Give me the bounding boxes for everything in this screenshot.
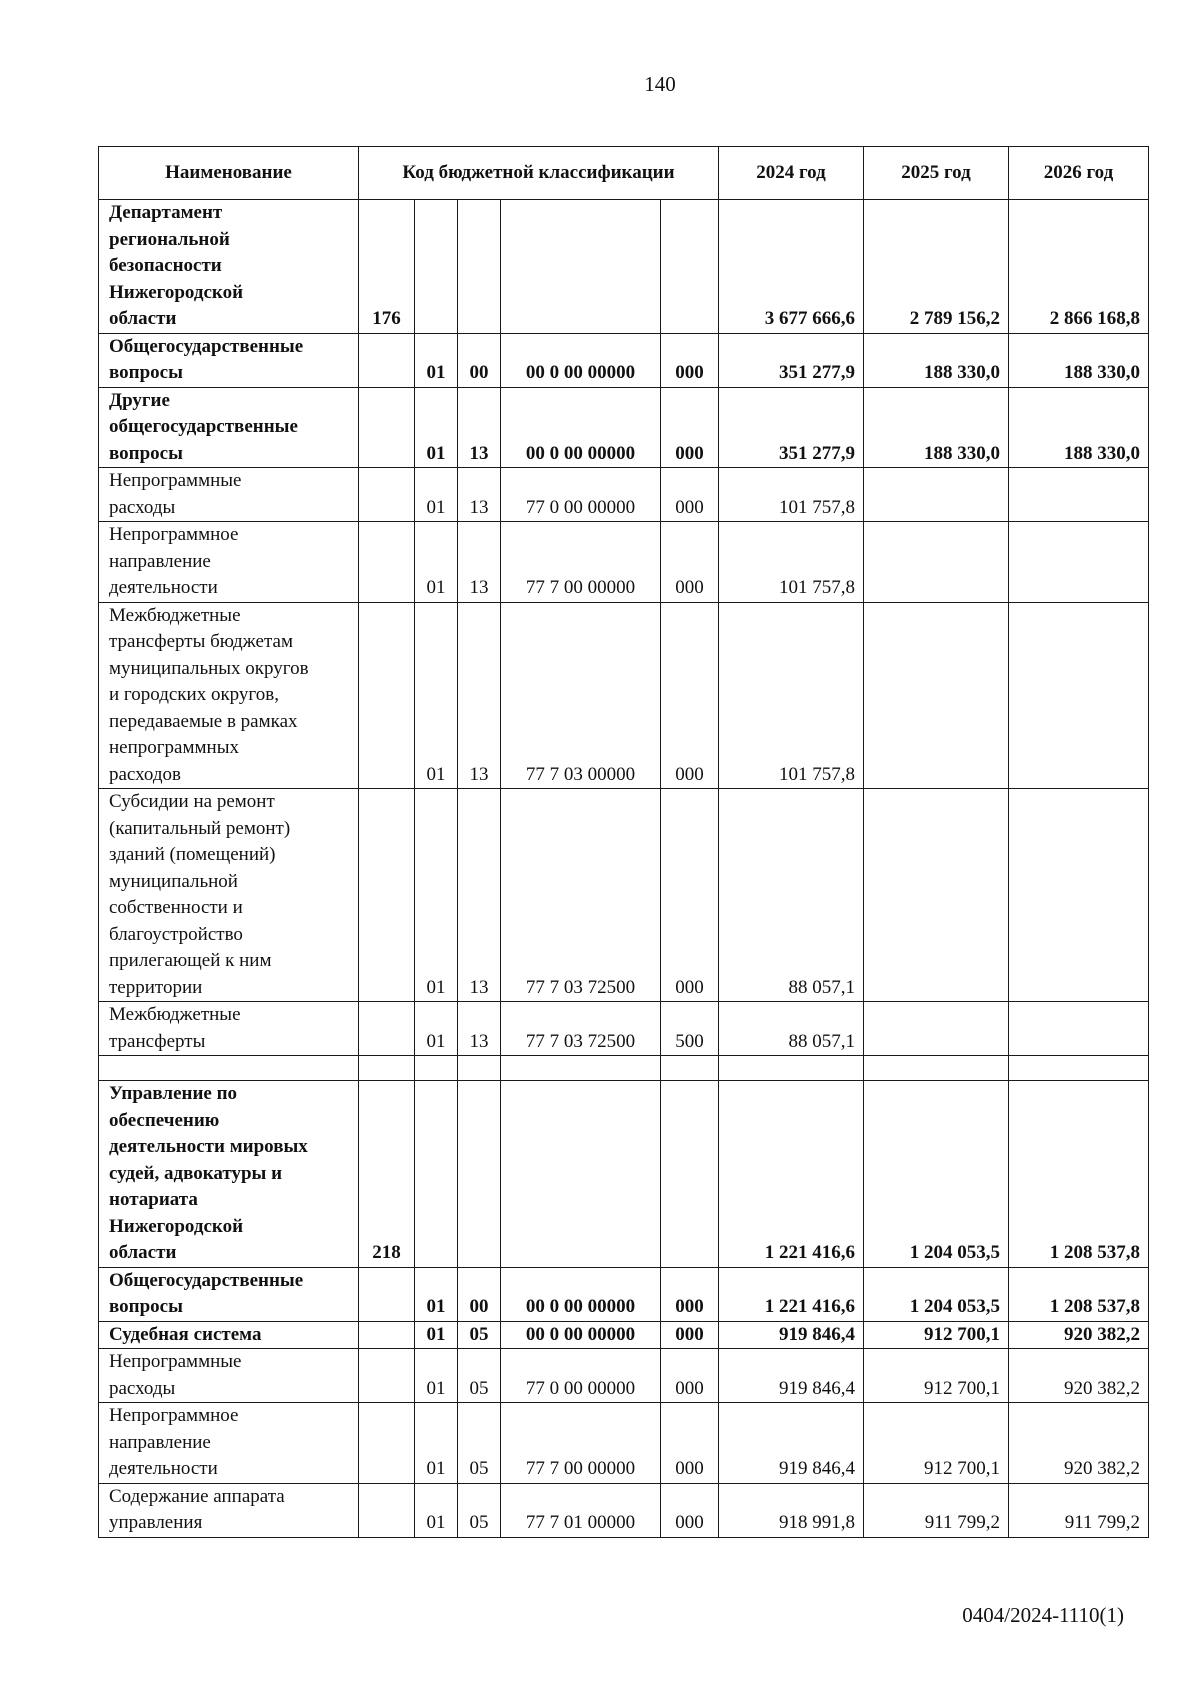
cell-podrazdel: 13 (458, 602, 501, 789)
cell-2024: 1 221 416,6 (719, 1267, 864, 1321)
name-line: Межбюджетные (109, 604, 241, 626)
cell-2024: 101 757,8 (719, 602, 864, 789)
cell-expense-type: 000 (661, 522, 719, 603)
cell-2025: 912 700,1 (864, 1403, 1009, 1484)
cell-2024: 351 277,9 (719, 387, 864, 468)
name-line: непрограммных (109, 737, 239, 758)
table-row (99, 1002, 1149, 1056)
cell-razdel (415, 200, 458, 334)
name-line: Содержание аппарата (109, 1485, 285, 1507)
cell-razdel: 01 (415, 333, 458, 387)
cell-razdel: 01 (415, 789, 458, 1002)
header-code: Код бюджетной классификации (359, 147, 719, 200)
name-line: региональной (109, 228, 230, 250)
cell-podrazdel: 05 (458, 1403, 501, 1484)
cell-vedomstvo: 218 (359, 1081, 415, 1268)
name-line: деятельности (109, 1458, 218, 1479)
cell-name (99, 200, 359, 334)
cell-razdel: 01 (415, 1403, 458, 1484)
cell-target-article (501, 1081, 661, 1268)
cell-expense-type: 000 (661, 602, 719, 789)
cell-2024: 919 846,4 (719, 1349, 864, 1403)
cell-podrazdel: 13 (458, 789, 501, 1002)
cell-2025: 912 700,1 (864, 1349, 1009, 1403)
table-row (99, 387, 1149, 468)
cell-name (99, 1002, 359, 1056)
name-line: области (109, 308, 177, 329)
cell-target-article: 77 0 00 00000 (501, 468, 661, 522)
name-line: расходы (109, 496, 176, 518)
name-line: управления (109, 1512, 203, 1533)
cell-podrazdel: 13 (458, 387, 501, 468)
header-name: Наименование (99, 147, 359, 200)
header-2025: 2025 год (864, 147, 1009, 200)
cell-2024: 88 057,1 (719, 1002, 864, 1056)
cell-2025 (864, 789, 1009, 1002)
name-line: трансферты (109, 1030, 206, 1052)
cell-vedomstvo (359, 522, 415, 603)
cell-vedomstvo (359, 1267, 415, 1321)
header-2026: 2026 год (1009, 147, 1149, 200)
cell-podrazdel: 05 (458, 1321, 501, 1349)
cell-target-article: 77 7 00 00000 (501, 1403, 661, 1484)
cell-target-article: 00 0 00 00000 (501, 1267, 661, 1321)
name-line: общегосударственные (109, 416, 298, 437)
cell-2024: 919 846,4 (719, 1321, 864, 1349)
cell-2026: 188 330,0 (1009, 333, 1149, 387)
cell-vedomstvo: 176 (359, 200, 415, 334)
name-line: Нижегородской (109, 1215, 244, 1237)
cell-podrazdel (458, 200, 501, 334)
cell-2024: 1 221 416,6 (719, 1081, 864, 1268)
spacer-cell (719, 1056, 864, 1081)
table-row (99, 789, 1149, 1002)
cell-vedomstvo (359, 1321, 415, 1349)
cell-vedomstvo (359, 1002, 415, 1056)
cell-2026: 188 330,0 (1009, 387, 1149, 468)
cell-2024: 918 991,8 (719, 1483, 864, 1537)
cell-podrazdel (458, 1081, 501, 1268)
cell-expense-type: 000 (661, 468, 719, 522)
cell-expense-type: 000 (661, 1267, 719, 1321)
cell-name (99, 1321, 359, 1349)
cell-2026 (1009, 522, 1149, 603)
cell-target-article: 77 7 03 72500 (501, 789, 661, 1002)
name-line: и городских округов, (109, 684, 279, 705)
cell-razdel: 01 (415, 1002, 458, 1056)
cell-target-article: 77 7 03 00000 (501, 602, 661, 789)
name-line: вопросы (109, 1296, 183, 1317)
name-line: Управление по (109, 1083, 238, 1104)
cell-2024: 88 057,1 (719, 789, 864, 1002)
cell-razdel: 01 (415, 387, 458, 468)
cell-expense-type (661, 1081, 719, 1268)
budget-table (98, 146, 1149, 1538)
table-row (99, 1321, 1149, 1349)
name-line: расходов (109, 763, 181, 785)
cell-2025: 188 330,0 (864, 333, 1009, 387)
cell-razdel: 01 (415, 1349, 458, 1403)
header-2024: 2024 год (719, 147, 864, 200)
spacer-cell (501, 1056, 661, 1081)
name-line: Другие (109, 389, 170, 411)
table-row (99, 602, 1149, 789)
name-line: деятельности мировых (109, 1136, 308, 1157)
cell-target-article: 77 0 00 00000 (501, 1349, 661, 1403)
name-line: обеспечению (109, 1109, 220, 1131)
name-line: Непрограммные (109, 1351, 242, 1372)
cell-2026 (1009, 1002, 1149, 1056)
table-row (99, 200, 1149, 334)
name-line: деятельности (109, 577, 218, 598)
name-line: безопасности (109, 255, 222, 276)
cell-expense-type: 000 (661, 1403, 719, 1484)
cell-razdel: 01 (415, 1321, 458, 1349)
cell-2024: 3 677 666,6 (719, 200, 864, 334)
cell-vedomstvo (359, 1349, 415, 1403)
cell-podrazdel: 13 (458, 1002, 501, 1056)
name-line: направление (109, 550, 211, 572)
name-line: вопросы (109, 362, 183, 383)
cell-expense-type (661, 200, 719, 334)
cell-name (99, 468, 359, 522)
cell-2025 (864, 468, 1009, 522)
cell-2026: 911 799,2 (1009, 1483, 1149, 1537)
spacer-cell (458, 1056, 501, 1081)
cell-2026: 920 382,2 (1009, 1403, 1149, 1484)
cell-name (99, 333, 359, 387)
cell-expense-type: 500 (661, 1002, 719, 1056)
cell-target-article: 77 7 01 00000 (501, 1483, 661, 1537)
cell-name (99, 789, 359, 1002)
name-line: Нижегородской (109, 281, 244, 303)
cell-name (99, 387, 359, 468)
cell-target-article: 00 0 00 00000 (501, 333, 661, 387)
table-body (99, 200, 1149, 1538)
name-line: Общегосударственные (109, 1269, 304, 1291)
name-line: благоустройство (109, 923, 243, 945)
cell-expense-type: 000 (661, 789, 719, 1002)
cell-2026 (1009, 602, 1149, 789)
cell-2025: 1 204 053,5 (864, 1081, 1009, 1268)
spacer-cell (99, 1056, 359, 1081)
cell-2025: 1 204 053,5 (864, 1267, 1009, 1321)
cell-name (99, 1349, 359, 1403)
cell-2024: 101 757,8 (719, 468, 864, 522)
cell-2026: 1 208 537,8 (1009, 1267, 1149, 1321)
table-row (99, 522, 1149, 603)
cell-expense-type: 000 (661, 387, 719, 468)
spacer-cell (1009, 1056, 1149, 1081)
cell-name (99, 1403, 359, 1484)
cell-name (99, 1081, 359, 1268)
cell-vedomstvo (359, 333, 415, 387)
cell-vedomstvo (359, 789, 415, 1002)
cell-2025: 912 700,1 (864, 1321, 1009, 1349)
table-row (99, 1403, 1149, 1484)
table-header-row (99, 147, 1149, 200)
name-line: Судебная система (109, 1323, 262, 1345)
cell-expense-type: 000 (661, 1321, 719, 1349)
cell-2026 (1009, 789, 1149, 1002)
cell-razdel: 01 (415, 1483, 458, 1537)
cell-name (99, 1267, 359, 1321)
spacer-cell (415, 1056, 458, 1081)
cell-razdel: 01 (415, 468, 458, 522)
name-line: Департамент (109, 202, 223, 223)
cell-vedomstvo (359, 602, 415, 789)
document-number: 0404/2024-1110(1) (962, 1603, 1124, 1627)
cell-target-article: 00 0 00 00000 (501, 387, 661, 468)
cell-razdel: 01 (415, 602, 458, 789)
cell-target-article: 00 0 00 00000 (501, 1321, 661, 1349)
cell-podrazdel: 05 (458, 1483, 501, 1537)
page-number: 140 (644, 72, 676, 96)
cell-2025 (864, 1002, 1009, 1056)
name-line: собственности и (109, 897, 243, 918)
cell-razdel (415, 1081, 458, 1268)
spacer-cell (864, 1056, 1009, 1081)
cell-razdel: 01 (415, 1267, 458, 1321)
cell-podrazdel: 05 (458, 1349, 501, 1403)
name-line: направление (109, 1431, 211, 1453)
cell-target-article: 77 7 03 72500 (501, 1002, 661, 1056)
cell-target-article: 77 7 00 00000 (501, 522, 661, 603)
name-line: Непрограммные (109, 470, 242, 491)
table-row (99, 1056, 1149, 1081)
name-line: муниципальных округов (109, 657, 309, 679)
cell-2026: 2 866 168,8 (1009, 200, 1149, 334)
table-row (99, 1081, 1149, 1268)
cell-podrazdel: 00 (458, 1267, 501, 1321)
table-row (99, 1349, 1149, 1403)
name-line: вопросы (109, 442, 183, 464)
cell-podrazdel: 13 (458, 522, 501, 603)
name-line: Субсидии на ремонт (109, 791, 275, 812)
cell-2025 (864, 602, 1009, 789)
cell-razdel: 01 (415, 522, 458, 603)
name-line: зданий (помещений) (109, 844, 276, 865)
name-line: судей, адвокатуры и (109, 1162, 283, 1184)
table-row (99, 1267, 1149, 1321)
name-line: трансферты бюджетам (109, 631, 293, 652)
table-row (99, 1483, 1149, 1537)
name-line: Общегосударственные (109, 335, 304, 357)
name-line: Межбюджетные (109, 1004, 241, 1025)
cell-vedomstvo (359, 387, 415, 468)
name-line: прилегающей к ним (109, 950, 272, 971)
cell-target-article (501, 200, 661, 334)
cell-name (99, 1483, 359, 1537)
cell-vedomstvo (359, 1483, 415, 1537)
cell-podrazdel: 13 (458, 468, 501, 522)
name-line: нотариата (109, 1189, 198, 1210)
name-line: Непрограммное (109, 1405, 239, 1426)
name-line: Непрограммное (109, 524, 239, 545)
cell-2025 (864, 522, 1009, 603)
name-line: муниципальной (109, 870, 238, 892)
cell-name (99, 522, 359, 603)
cell-2025: 2 789 156,2 (864, 200, 1009, 334)
cell-2024: 101 757,8 (719, 522, 864, 603)
cell-2025: 188 330,0 (864, 387, 1009, 468)
cell-2025: 911 799,2 (864, 1483, 1009, 1537)
cell-2026 (1009, 468, 1149, 522)
cell-expense-type: 000 (661, 1483, 719, 1537)
cell-expense-type: 000 (661, 333, 719, 387)
name-line: передаваемые в рамках (109, 710, 298, 732)
cell-vedomstvo (359, 468, 415, 522)
cell-2026: 920 382,2 (1009, 1321, 1149, 1349)
cell-expense-type: 000 (661, 1349, 719, 1403)
cell-name (99, 602, 359, 789)
name-line: области (109, 1242, 177, 1263)
table-row (99, 333, 1149, 387)
table-row (99, 468, 1149, 522)
name-line: (капитальный ремонт) (109, 817, 291, 839)
cell-podrazdel: 00 (458, 333, 501, 387)
name-line: территории (109, 976, 203, 998)
name-line: расходы (109, 1377, 176, 1399)
cell-2024: 351 277,9 (719, 333, 864, 387)
cell-2026: 1 208 537,8 (1009, 1081, 1149, 1268)
cell-2024: 919 846,4 (719, 1403, 864, 1484)
spacer-cell (359, 1056, 415, 1081)
cell-vedomstvo (359, 1403, 415, 1484)
cell-2026: 920 382,2 (1009, 1349, 1149, 1403)
spacer-cell (661, 1056, 719, 1081)
